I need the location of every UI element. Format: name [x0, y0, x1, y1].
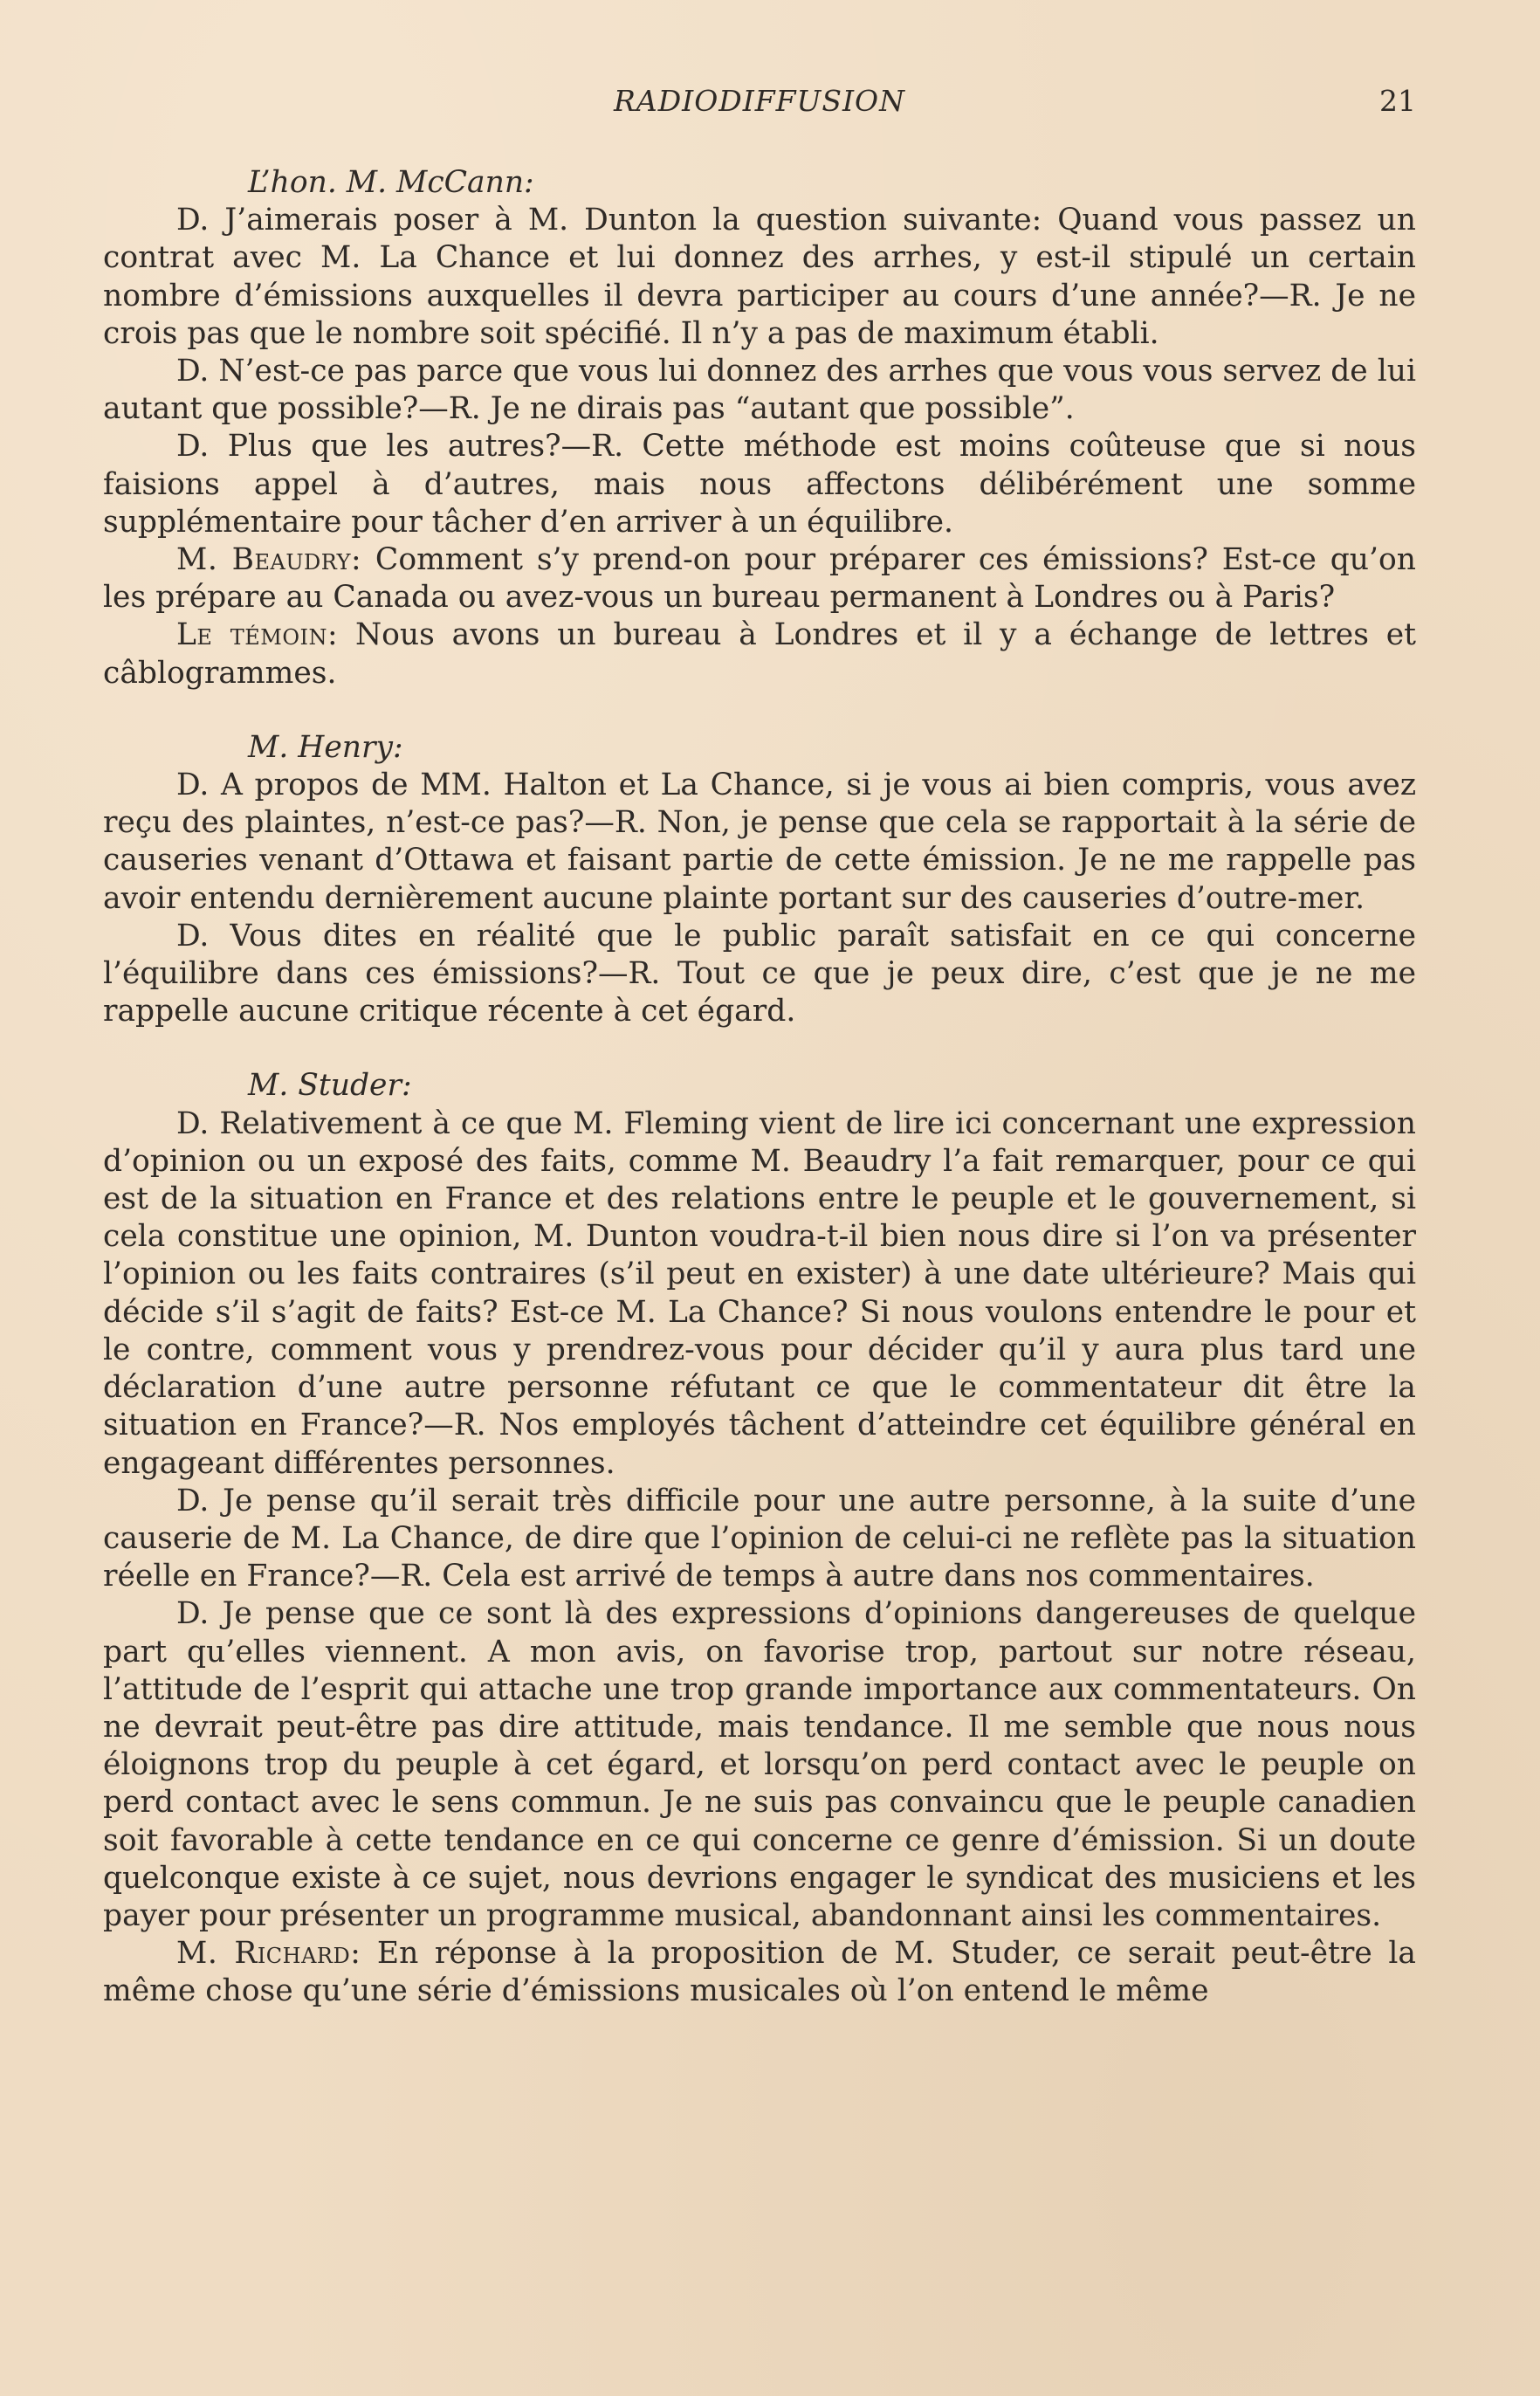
speaker-name: M. Richard:	[176, 1936, 361, 1972]
speaker-heading: L’hon. M. McCann:	[248, 165, 534, 200]
paragraph: Le témoin: Nous avons un bureau à Londres et il y a échange de lettres et câblogrammes.	[103, 617, 1416, 691]
running-title: RADIODIFFUSION	[614, 84, 905, 118]
running-header	[103, 84, 1416, 129]
speaker-heading: M. Henry:	[248, 729, 403, 765]
paragraph: D. N’est-ce pas parce que vous lui donnez des arrhes que vous vous servez de lui autant que possible?—R. Je ne dirais pas “autant que possible”.	[103, 354, 1416, 427]
speaker-heading: M. Studer:	[248, 1068, 412, 1104]
paragraph: M. Beaudry: Comment s’y prend-on pour préparer ces émissions? Est-ce qu’on les prépare au Canada ou avez-vous un bureau permanent à Londres ou à Paris?	[103, 542, 1416, 616]
paragraph: M. Richard: En réponse à la proposition de M. Studer, ce serait peut-être la même chose qu’une série d’émissions musicales où l’on entend le même	[103, 1936, 1416, 2009]
paragraph: D. Plus que les autres?—R. Cette méthode est moins coûteuse que si nous faisions appel à d’autres, mais nous affectons délibérément une somme supplémentaire pour tâcher d’en arriver à un équilibre.	[103, 429, 1416, 540]
paragraph: D. Je pense qu’il serait très difficile pour une autre personne, à la suite d’une causerie de M. La Chance, de dire que l’opinion de celui-ci ne reflète pas la situation réelle en France?—R. Cela est arrivé de temps à autre dans nos commentaires.	[103, 1483, 1416, 1594]
paragraph: D. J’aimerais poser à M. Dunton la question suivante: Quand vous passez un contrat avec M. La Chance et lui donnez des arrhes, y est-il stipulé un certain nombre d’émissions auxquelles il devra participer au cours d’une année?—R. Je ne crois pas que le nombre soit spécifié. Il n’y a pas de maximum établi.	[103, 203, 1416, 351]
paragraph: D. Je pense que ce sont là des expressions d’opinions dangereuses de quelque part qu’elles viennent. A mon avis, on favorise trop, partout sur notre réseau, l’attitude de l’esprit qui attache une trop grande importance aux commentateurs. On ne devrait peut-être pas dire attitude, mais tendance. Il me semble que nous nous éloignons trop du peuple à cet égard, et lorsqu’on perd contact avec le peuple on perd contact avec le sens commun. Je ne suis pas convaincu que le peuple canadien soit favorable à cette tendance en ce qui concerne ce genre d’émission. Si un doute quelconque existe à ce sujet, nous devrions engager le syndicat des musiciens et les payer pour présenter un programme musical, abandonnant ainsi les commentaires.	[103, 1596, 1416, 1933]
speaker-name: Le témoin:	[176, 617, 339, 653]
speaker-name: M. Beaudry:	[176, 542, 362, 578]
page-number: 21	[1379, 84, 1416, 118]
paragraph: D. Relativement à ce que M. Fleming vient de lire ici concernant une expression d’opinion ou un exposé des faits, comme M. Beaudry l’a fait remarquer, pour ce qui est de la situation en France et des relations entre le peuple et le gouvernement, si cela constitue une opinion, M. Dunton voudra-t-il bien nous dire si l’on va présenter l’opinion ou les faits contraires (s’il peut en exister) à une date ultérieure? Mais qui décide s’il s’agit de faits? Est-ce M. La Chance? Si nous voulons entendre le pour et le contre, comment vous y prendrez-vous pour décider qu’il y aura plus tard une déclaration d’une autre personne réfutant ce que le commentateur dit être la situation en France?—R. Nos employés tâchent d’atteindre cet équilibre général en engageant différentes personnes.	[103, 1105, 1416, 1481]
paragraph: D. Vous dites en réalité que le public paraît satisfait en ce qui concerne l’équilibre dans ces émissions?—R. Tout ce que je peux dire, c’est que je ne me rappelle aucune critique récente à cet égard.	[103, 918, 1416, 1029]
page-body	[103, 164, 1416, 2011]
paragraph: D. A propos de MM. Halton et La Chance, si je vous ai bien compris, vous avez reçu des plaintes, n’est-ce pas?—R. Non, je pense que cela se rapportait à la série de causeries venant d’Ottawa et faisant partie de cette émission. Je ne me rappelle pas avoir entendu dernièrement aucune plainte portant sur des causeries d’outre-mer.	[103, 768, 1416, 916]
